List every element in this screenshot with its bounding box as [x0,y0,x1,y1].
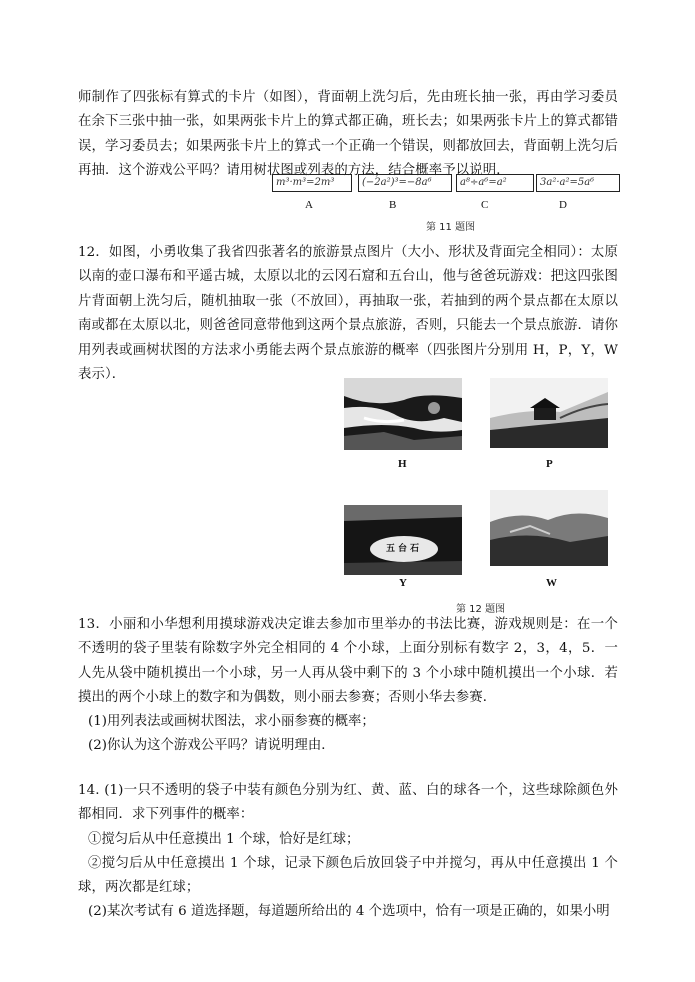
q14-text: 14. (1)一只不透明的袋子中装有颜色分别为红、黄、蓝、白的球各一个，这些球除颜色外都相同．求下列事件的概率： [78,783,618,823]
card-a-formula: m³·m³=2m³ [272,174,352,192]
photo-h-label: H [398,458,407,470]
photo-y-label: Y [399,577,407,589]
stone-inscription: 五台石 [386,544,423,554]
q14-item1: ①搅匀后从中任意摸出 1 个球，恰好是红球； [88,832,360,847]
card-b-formula: (−2a²)³=−8a⁶ [358,174,452,192]
q13-sub1: (1)用列表法或画树状图法，求小丽参赛的概率； [88,714,375,729]
q12-caption: 第 12 题图 [456,604,506,615]
q13-sub2: (2)你认为这个游戏公平吗？请说明理由． [88,738,335,753]
card-a-label: A [305,199,313,211]
q11-caption: 第 11 题图 [426,222,476,233]
photo-p-ancient-city [490,378,608,448]
q11-text: 师制作了四张标有算式的卡片（如图），背面朝上洗匀后，先由班长抽一张，再由学习委员在余下三张中抽一张，如果两张卡片上的算式都正确，班长去；如果两张卡片上的算式都错误，学习委员去；如果两张卡片上的算式一个正确一个错误，则都放回去，背面朝上洗匀后再抽．这个游戏公平吗？请用树状图或列表的方法，结合概率予以说明． [78,90,618,179]
photo-h-waterfall [344,378,462,450]
q12-text: 12．如图，小勇收集了我省四张著名的旅游景点图片（大小、形状及背面完全相同）：太原以南的壶口瀑布和平遥古城，太原以北的云冈石窟和五台山，他与爸爸玩游戏：把这四张图片背面朝上洗匀后，随机抽取一张（不放回），再抽取一张，若抽到的两个景点都在太原以南或都在太原以北，则爸爸同意带他到这两个景点旅游，否则，只能去一个景点旅游．请你用列表或画树状图的方法求小勇能去两个景点旅游的概率（四张图片分别用 H，P，Y，W 表示）． [78,245,618,383]
q14-item3: (2)某次考试有 6 道选择题，每道题所给出的 4 个选项中，恰有一项是正确的，如果小明 [88,904,610,919]
q14-item2: ②搅匀后从中任意摸出 1 个球，记录下颜色后放回袋子中并搅匀，再从中任意摸出 1 个球，两次都是红球； [78,856,618,896]
card-c-label: C [481,199,489,211]
photo-w-label: W [546,577,557,589]
q13-text: 13．小丽和小华想利用摸球游戏决定谁去参加市里举办的书法比赛，游戏规则是：在一个不透明的袋子里装有除数字外完全相同的 4 个小球，上面分别标有数字 2，3，4，5．一人先从袋中随机摸出一个小球，另一人再从袋中剩下的 3 个小球中随机摸出一个小球．若摸出的两个小球上的数字和为偶数，则小丽去参赛；否则小华去参赛． [78,617,618,706]
card-b-label: B [389,199,397,211]
card-d-label: D [559,199,567,211]
photo-w-mountain [490,490,608,566]
card-c-formula: a⁸÷a⁶=a² [456,174,534,192]
card-d-formula: 3a²·a²=5a⁶ [536,174,620,192]
photo-p-label: P [546,458,553,470]
photo-y-stone [344,505,462,575]
